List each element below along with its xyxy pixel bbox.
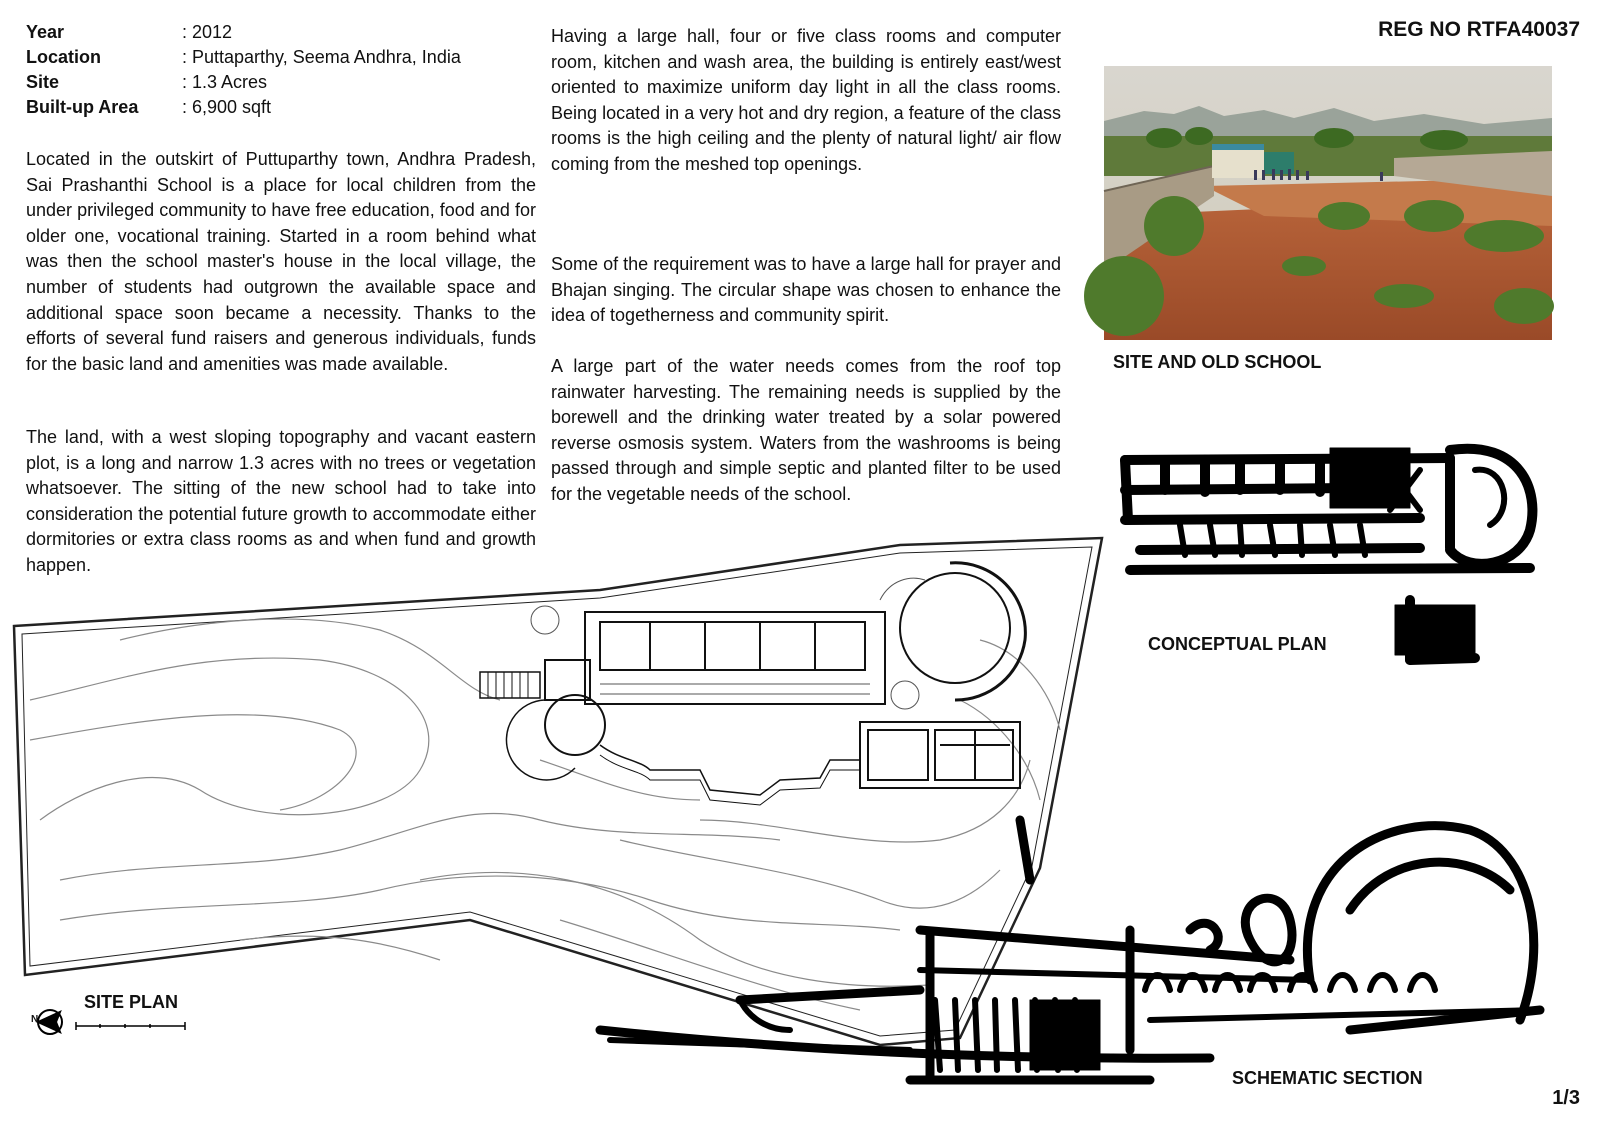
caption-site-plan: SITE PLAN: [84, 992, 179, 1012]
meta-key: Location: [26, 47, 101, 67]
description-paragraph: Located in the outskirt of Puttuparthy town, Andhra Pradesh, Sai Prashanthi School is a place for local children from the under privileged community to have free education, food and for older one, vocational training. Started in a room behind what was then the school master's house in the local village, the number of students had outgrown the available space and additional space soon became a necessity. Thanks to the efforts of several fund raisers and generous individuals, funds for the basic land and amenities was made available.: [26, 149, 536, 374]
meta-value: : Puttaparthy, Seema Andhra, India: [182, 47, 461, 67]
description-paragraph: Some of the requirement was to have a large hall for prayer and Bhajan singing. The circular shape was chosen to enhance the idea of togetherness and community spirit.: [551, 254, 1061, 326]
meta-key: Year: [26, 22, 65, 42]
meta-key: Built-up Area: [26, 97, 139, 117]
page-number: 1/3: [1552, 1087, 1580, 1109]
description-paragraph: The land, with a west sloping topography and vacant eastern plot, is a long and narrow 1.3 acres with no trees or vegetation whatsoever. The sitting of the new school had to take into consideration the potential future growth to accommodate either dormitories or extra class rooms as and when fund and growth happen.: [26, 427, 536, 575]
caption-schematic-section: SCHEMATIC SECTION: [1232, 1068, 1423, 1088]
meta-value: : 2012: [182, 22, 233, 42]
caption-conceptual-plan: CONCEPTUAL PLAN: [1148, 634, 1327, 654]
caption-site-photo: SITE AND OLD SCHOOL: [1113, 352, 1322, 372]
scale-bar: [76, 1022, 185, 1030]
registration-number: REG NO RTFA40037: [1378, 18, 1580, 41]
meta-key: Site: [26, 72, 60, 92]
description-paragraph: Having a large hall, four or five class rooms and computer room, kitchen and wash area, the building is entirely east/west oriented to maximize uniform day light in all the class rooms. Being located in a very hot and dry region, a feature of the class rooms is the high ceiling and the plenty of natural light/ air flow coming from the meshed top openings.: [551, 26, 1061, 174]
meta-value: : 1.3 Acres: [182, 72, 268, 92]
north-label: N: [31, 1014, 39, 1025]
schematic-section-sketch: [590, 790, 1570, 1120]
site-photo: [1104, 66, 1552, 340]
north-arrow: [38, 1010, 62, 1034]
description-paragraph: A large part of the water needs comes from the roof top rainwater harvesting. The remaining needs is supplied by the borewell and the drinking water treated by a solar powered reverse osmosis system. Waters from the washrooms is being passed through and simple septic and planted filter to be used for the vegetable needs of the school.: [551, 356, 1061, 504]
meta-value: : 6,900 sqft: [182, 97, 272, 117]
